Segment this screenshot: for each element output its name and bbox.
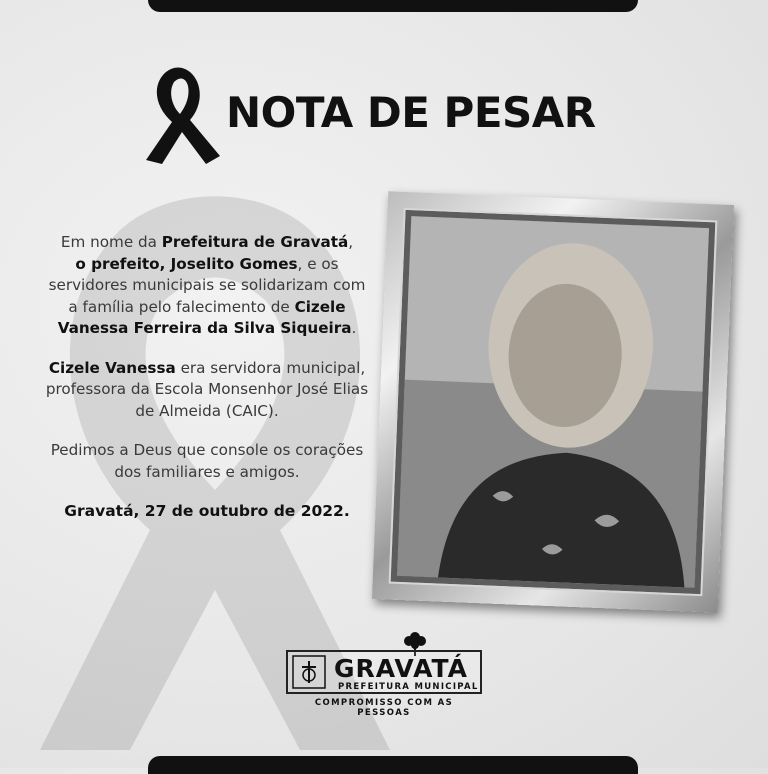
deceased-full-name: Cizele Vanessa Ferreira da Silva Siqueira <box>57 297 352 337</box>
logo-name: GRAVATÁ <box>334 654 468 683</box>
p2-rest: era servidora municipal, professora da Escola Monsenhor José Elias de Almeida (CAIC). <box>45 358 369 420</box>
mourning-ribbon-icon <box>140 66 224 166</box>
portrait-photo-area <box>391 210 716 594</box>
date-line: Gravatá, 27 de outubro de 2022. <box>64 502 350 520</box>
condolence-message <box>42 232 372 541</box>
crest-icon <box>292 655 326 689</box>
mayor-name: o prefeito, Joselito Gomes <box>75 254 298 273</box>
page-title: NOTA DE PESAR <box>226 88 596 137</box>
logo-tagline: COMPROMISSO COM AS PESSOAS <box>314 698 454 718</box>
p1-intro: Em nome da <box>60 233 162 251</box>
paragraph-2 <box>42 358 372 423</box>
logo-box <box>286 650 482 694</box>
paragraph-3: Pedimos a Deus que console os corações dos familiares e amigos. <box>50 441 364 481</box>
p1-sep: , <box>348 233 354 251</box>
bottom-bar <box>148 756 638 774</box>
paragraph-1 <box>42 232 372 340</box>
deceased-short-name: Cizele Vanessa <box>48 358 176 377</box>
p1-middle: , e os servidores municipais se solidarizam com a família pelo falecimento de <box>48 254 366 316</box>
org-name: Prefeitura de Gravatá <box>161 233 349 251</box>
gravata-logo <box>286 640 486 716</box>
logo-subtitle: PREFEITURA MUNICIPAL <box>338 682 479 692</box>
p1-end: . <box>351 319 357 337</box>
top-bar <box>148 0 638 12</box>
portrait-frame <box>372 191 734 613</box>
portrait-photo <box>397 216 709 588</box>
